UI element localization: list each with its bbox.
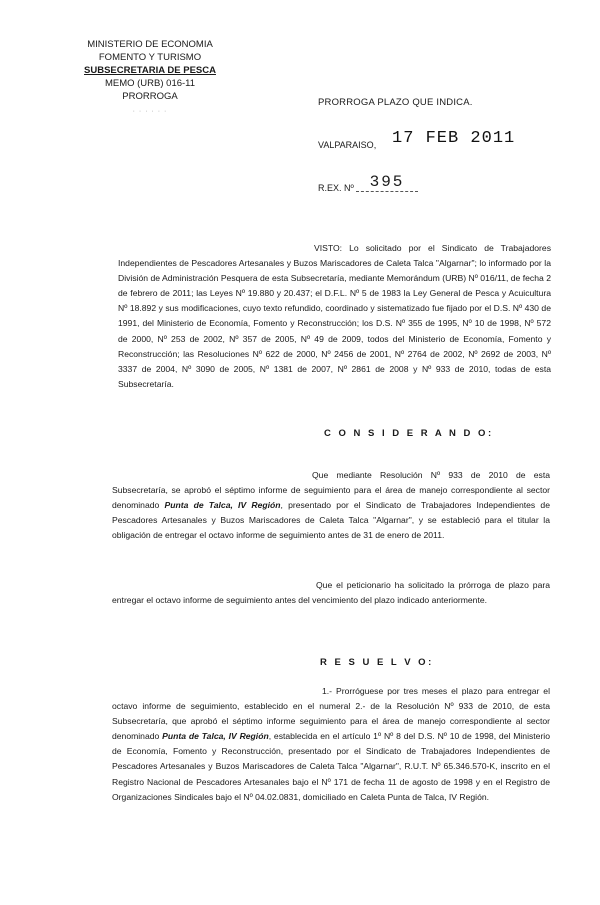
subject-line: PRORROGA PLAZO QUE INDICA.	[318, 97, 473, 108]
considerando-p2-text: Que el peticionario ha solicitado la prórroga de plazo para entregar el octavo informe de seguimiento antes del vencimiento del plazo indicado anteriormente.	[112, 580, 550, 606]
date-stamp: 17 FEB 2011	[392, 129, 516, 148]
resuelvo-p1-text-b: , establecida en el artículo 1º Nº 8 del D.S. Nº 10 de 1998, del Ministerio de Economía, Fomento y Reconstrucción, presentado por el Sindicato de Trabajadores Independientes de Pescadores Artesanales y Buzos Mariscadores de Caleta Talca "Algarnar", R.U.T. Nº 65.346.570-K, inscrito en el Registro Nacional de Pescadores Artesanales bajo el Nº 171 de fecha 11 de agosto de 1998 y en el Registro de Organizaciones Sindicales bajo el Nº 04.02.0831, domiciliado en Caleta Punta de Talca, IV Región.	[112, 731, 550, 802]
faint-mark-icon: · · · · · ·	[132, 108, 168, 115]
considerando-p1-text-a: Que mediante Resolución Nº 933 de 2010 de esta Subsecretaría, se aprobó el séptimo informe de seguimiento para el área de manejo correspondiente al sector denominado	[112, 470, 550, 511]
rex-number: 395	[356, 173, 418, 192]
considerando-heading: C O N S I D E R A N D O:	[324, 428, 494, 439]
considerando-p1-text-b: , presentado por el Sindicato de Trabajadores Independientes de Pescadores Artesanales y Buzos Mariscadores de Caleta Talca "Algarnar", y se estableció para el titular la obligación de entregar el octavo informe de seguimiento antes de 31 de enero de 2011.	[112, 500, 550, 541]
considerando-p1-sector: Punta de Talca, IV Región	[164, 500, 281, 511]
resuelvo-paragraph-1	[112, 684, 550, 805]
visto-text: VISTO: Lo solicitado por el Sindicato de Trabajadores Independientes de Pescadores Artesanales y Buzos Mariscadores de Caleta Talca "Algarnar"; lo informado por la División de Administración Pesquera de esta Subsecretaría, mediante Memorándum (URB) Nº 016/11, de fecha 2 de febrero de 2011; las Leyes Nº 19.880 y 20.437; el D.F.L. Nº 5 de 1983 la Ley General de Pesca y Acuicultura Nº 18.892 y sus modificaciones, cuyo texto refundido, coordinado y sistematizado fue fijado por el D.S. Nº 430 de 1991, del Ministerio de Economía, Fomento y Reconstrucción; los D.S. Nº 355 de 1995, Nº 10 de 1998, Nº 572 de 2000, Nº 253 de 2002, Nº 357 de 2005, Nº 49 de 2009, todos del Ministerio de Economía, Fomento y Reconstrucción; las Resoluciones Nº 622 de 2000, Nº 2456 de 2001, Nº 2764 de 2002, Nº 2692 de 2003, Nº 3337 de 2004, Nº 3090 de 2005, Nº 1381 de 2007, Nº 2861 de 2008 y Nº 933 de 2010, todas de esta Subsecretaría.	[118, 243, 551, 389]
memo-reference: MEMO (URB) 016-11 PRORROGA	[104, 78, 196, 102]
considerando-paragraph-2	[112, 578, 550, 608]
subsecretaria-name: SUBSECRETARIA DE PESCA	[84, 65, 216, 76]
visto-paragraph	[118, 241, 551, 392]
resuelvo-p1-sector: Punta de Talca, IV Región	[162, 731, 269, 742]
letterhead	[80, 38, 220, 118]
ministry-name: MINISTERIO DE ECONOMIA	[87, 39, 213, 50]
rex-label: R.EX. Nº	[318, 183, 354, 193]
place-label: VALPARAISO,	[318, 140, 377, 150]
resuelvo-heading: R E S U E L V O:	[320, 657, 434, 668]
resuelvo-p1-text-a: 1.- Prorróguese por tres meses el plazo para entregar el octavo informe de seguimiento, establecido en el numeral 2.- de la Resolución Nº 933 de 2010, de esta Subsecretaría, que aprobó el séptimo informe seguimiento para el área de manejo correspondiente al sector denominado	[112, 686, 550, 742]
ministry-subname: FOMENTO Y TURISMO	[98, 52, 202, 63]
considerando-paragraph-1	[112, 468, 550, 543]
